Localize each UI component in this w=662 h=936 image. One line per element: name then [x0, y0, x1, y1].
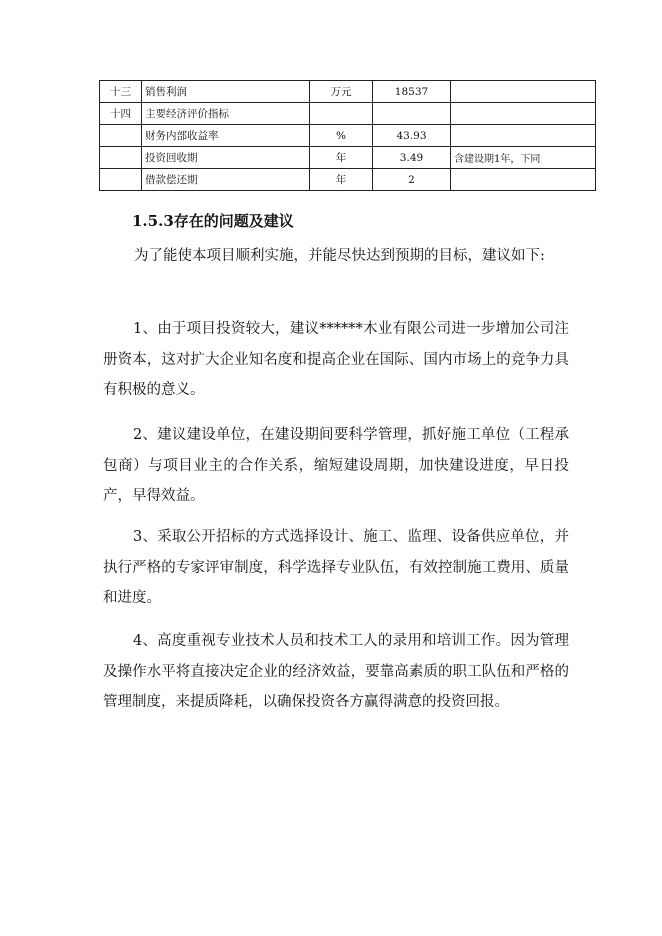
value-cell: 18537: [373, 81, 451, 103]
value-cell: 43.93: [373, 125, 451, 147]
unit-cell: %: [310, 125, 373, 147]
unit-cell: 万元: [310, 81, 373, 103]
recommendation-paragraph-4: 4、高度重视专业技术人员和技术工人的录用和培训工作。因为管理及操作水平将直接决定企业的经济效益，要靠高素质的职工队伍和严格的管理制度，来提质降耗，以确保投资各方赢得满意的投资回报。: [103, 633, 569, 710]
row-number-cell: [100, 169, 142, 191]
indicator-name-cell: 销售利润: [142, 81, 310, 103]
table-row: [100, 125, 596, 147]
unit-cell: [310, 103, 373, 125]
value-cell: 2: [373, 169, 451, 191]
note-cell: [451, 169, 596, 191]
indicator-name-cell: 财务内部收益率: [142, 125, 310, 147]
indicator-name-cell: 投资回收期: [142, 147, 310, 169]
note-cell: [451, 81, 596, 103]
section-heading: 1.5.3存在的问题及建议: [132, 212, 294, 230]
recommendation-paragraph-1: 1、由于项目投资较大，建议******木业有限公司进一步增加公司注册资本，这对扩大企业知名度和提高企业在国际、国内市场上的竞争力具有积极的意义。: [103, 321, 569, 398]
unit-cell: 年: [310, 147, 373, 169]
note-cell: [451, 103, 596, 125]
table-row: [100, 103, 596, 125]
unit-cell: 年: [310, 169, 373, 191]
note-cell: 含建设期1年，下同: [451, 147, 596, 169]
indicator-name-cell: 主要经济评价指标: [142, 103, 310, 125]
value-cell: 3.49: [373, 147, 451, 169]
row-number-cell: 十四: [100, 103, 142, 125]
value-cell: [373, 103, 451, 125]
table-row: [100, 81, 596, 103]
table-row: [100, 169, 596, 191]
note-cell: [451, 125, 596, 147]
recommendation-paragraph-3: 3、采取公开招标的方式选择设计、施工、监理、设备供应单位，并执行严格的专家评审制度，科学选择专业队伍，有效控制施工费用、质量和进度。: [103, 529, 569, 606]
indicator-name-cell: 借款偿还期: [142, 169, 310, 191]
row-number-cell: [100, 125, 142, 147]
row-number-cell: 十三: [100, 81, 142, 103]
table-row: [100, 147, 596, 169]
intro-paragraph: 为了能使本项目顺利实施，并能尽快达到预期的目标，建议如下:: [134, 248, 545, 264]
row-number-cell: [100, 147, 142, 169]
economic-indicators-table: [99, 80, 596, 191]
recommendation-paragraph-2: 2、建议建设单位，在建设期间要科学管理，抓好施工单位（工程承包商）与项目业主的合作关系，缩短建设周期，加快建设进度，早日投产，早得效益。: [103, 427, 569, 504]
